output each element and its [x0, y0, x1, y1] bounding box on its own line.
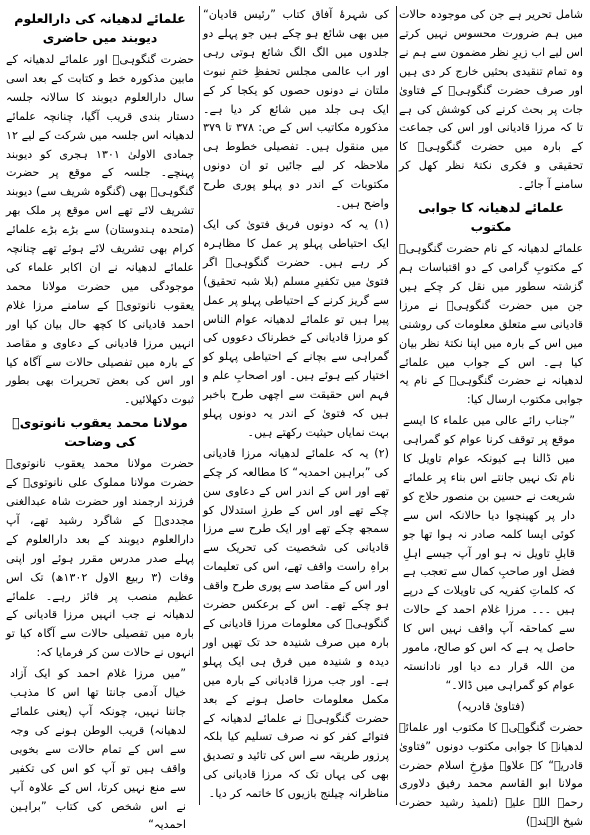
paragraph: حضرت مولانا محمد یعقوب نانوتویؒ حضرت مولانا مملوک علی نانوتویؒ کے فرزند ارجمند اور حضرت شاہ عبدالغنی مجددیؒ کے شاگرد رشید تھے، آپ دارالعلوم دیوبند کے بعد دارالعلوم کے پہلے صدر مدرس مقرر ہوئے اور اپنی وفات (۳ ربیع الاول ۱۳۰۲ھ) تک اس عظیم منصب پر فائز رہے۔ علمائے لدھیانہ نے جب انہیں مرزا قادیانی کے بارہ میں تفصیلی حالات سے آگاہ کیا تو انہوں نے حالات سن کر فرمایا کہ:: [6, 457, 194, 660]
column-divider: [199, 6, 200, 805]
block-quote: ”جناب رائے عالی میں علماء کا ایسے موقع پر توقف کرنا عوام کو گمراہی میں ڈالنا ہے کیونکہ عوام تاویل کا نام تک نہیں جانتے اس بناء پر علمائے شریعت نے حسین بن منصور حلاج کو دار پر کھینچوا دیا حالانکہ اس سے کوئی ایسا کلمہ صادر نہ ہوا تھا جو قابلِ تاویل نہ ہو اور آپ جیسے اہلِ فضل اور صاحبِ کمال سے تعجب ہے کہ کلماتِ کفریہ کی تاویلات کے درپے ہیں ۔۔۔ مرزا غلام احمد کے حالات سے کماحقہ آپ واقف نہیں اس کا حاصل یہ ہے کہ اس کو صالح، مامور من اللہ قرار دے دیا اور نادانستہ عوام کو گمراہی میں ڈالا۔“: [403, 414, 575, 692]
paragraph: حضرت گنگوہیؒ کا مکتوب اور علمائے لدھیانہ کا جوابی مکتوب دونوں ”فتاویٰ قادریہ“ کے علاوہ مؤرخِ اسلام حضرت مولانا ابو القاسم محمد رفیق دلاوری رحمۃ اللہ علیہ (تلمیذ رشید حضرت شیخ الہندؒ): [399, 720, 583, 829]
paragraph: علمائے لدھیانہ کے نام حضرت گنگوہیؒ کے مکتوبِ گرامی کے دو اقتباسات ہم گزشتہ سطور میں نقل کر چکے ہیں جن میں حضرت گنگوہیؒ نے مرزا قادیانی سے متعلق معلومات کی روشنی میں اس کے بارہ میں اپنا نکتۂ نظر بیان کیا ہے۔ اس کے جواب میں علمائے لدھیانہ نے حضرت گنگوہیؒ کے نام یہ جوابی مکتوب ارسال کیا:: [399, 242, 583, 407]
paragraph: کی شہرۂ آفاق کتاب ”رئیس قادیان“ میں بھی شائع ہو چکے ہیں جو پہلے دو جلدوں میں الگ الگ شائع ہوتی رہی اور اب عالمی مجلس تحفظِ ختمِ نبوت ملتان نے دونوں حصوں کو یکجا کر کے ایک ہی جلد میں شائع کر دیا ہے۔ مذکورہ مکاتیب اس کے ص: ۳۷۸ تا ۳۷۹ میں منقول ہیں۔ تفصیلی خطوط ہی ملاحظہ کر لیے جائیں تو ان دونوں مکتوبات کے اندر دو پہلو پوری طرح واضح ہیں۔: [203, 8, 389, 211]
paragraph: (۲) یہ کہ علمائے لدھیانہ مرزا قادیانی کی ”براہین احمدیہ“ کا مطالعہ کر چکے تھے اور اس کے اندر اس کے دعاوی سن چکے تھے اور اس کے طرزِ استدلال کو سمجھ چکے تھے اور ایک طرح سے مرزا قادیانی کی شخصیت کی تحریک سے براہِ راست واقف تھے، اس کی تعلیمات اور اس کے مقاصد سے پوری طرح واقف ہو چکے تھے۔ اس کے برعکس حضرت گنگوہیؒ کی معلومات مرزا قادیانی کے بارہ میں صرف شنیدہ حد تک تھیں اور دیدہ و شنیدہ میں فرق ہی ایک پہلو ہے۔ اور جب مرزا قادیانی کے بارہ میں مکمل معلومات حاصل ہونے کے بعد حضرت گنگوہیؒ نے علمائے لدھیانہ کے فتوائے کفر کو نہ صرف تسلیم کیا بلکہ پرزور طریقہ سے اس کی تائید و تصدیق بھی کی یہاں تک کہ مرزا قادیانی کی مناظرانہ چیلنج بازیوں کا خاتمہ کر دیا۔: [203, 446, 389, 801]
column-left: [6, 6, 194, 832]
paragraph: شامل تحریر ہے جن کی موجودہ حالات میں ہم ضرورت محسوس نہیں کرتے اس لیے اب زیرِ نظر مضمون سے ہم نے وہ تمام تنقیدی بحثیں خارج کر دی ہیں اور صرف حضرت گنگوہیؒ کے فتاویٰ جات پر بحث کرنے کی کوشش کی ہے تا کہ مرزا قادیانی اور اس کی جماعت کے بارہ میں حضرت گنگوہیؒ کا تحقیقی و فکری نکتۂ نظر کھل کر سامنے آ جائے۔: [399, 8, 583, 192]
section-heading: مولانا محمد یعقوب نانوتویؒ کی وضاحت: [12, 415, 188, 450]
column-middle: [203, 6, 389, 806]
paragraph: (۱) یہ کہ دونوں فریق فتویٰ کی ایک ایک احتیاطی پہلو پر عمل کا مظاہرہ کر رہے ہیں۔ حضرت گنگوہیؒ اگر فتویٰ میں تکفیرِ مسلم (بلا شبہ تحقیق) سے گریز کرنے کے احتیاطی پہلو پر عمل پیرا ہیں تو علمائے لدھیانہ عوام الناس کو مرزا قادیانی کے خطرناک دعووں کی گمراہی سے بچانے کے احتیاطی پہلو کو اختیار کیے ہوئے ہیں۔ اور اصحابِ علم و فہم اس حقیقت سے اچھی طرح باخبر ہیں کہ فتویٰ کے اندر یہ دونوں پہلو بہت نمایاں حیثیت رکھتے ہیں۔: [203, 217, 389, 439]
citation: (فتاویٰ قادریہ): [457, 699, 525, 713]
paragraph: حضرت گنگوہیؒ اور علمائے لدھیانہ کے مابین مذکورہ خط و کتابت کے بعد اسی سال دارالعلوم دیوبند کا سالانہ جلسہ دستار بندی قریب آگیا، چنانچہ علمائے لدھیانہ اس جلسہ میں شرکت کے لیے ۱۲ جمادی الاولیٰ ۱۳۰۱ ہجری کو دیوبند پہنچے۔ جلسہ کے موقع پر حضرت گنگوہیؒ بھی (گنگوہ شریف سے) دیوبند تشریف لائے تھے اس موقع پر ملک بھر (متحدہ ہندوستان) سے بڑے بڑے علمائے کرام بھی تشریف لائے ہوئے تھے چنانچہ علمائے لدھیانہ نے ان اکابر علماء کی موجودگی میں حضرت مولانا محمد یعقوب نانوتویؒ کے سامنے مرزا غلام احمد قادیانی کا کچھ حال بیان کیا اور انہیں مرزا قادیانی کے دعاوی و مقاصد کے بارہ میں تفصیلی حالات سے آگاہ کیا اور اس کی بعض تحریرات بھی بطور ثبوت دکھلائیں۔: [6, 53, 194, 407]
section-heading: علمائے لدھیانہ کا جوابی مکتوب: [418, 200, 564, 235]
block-quote: ”میں مرزا غلام احمد کو ایک آزاد خیال آدمی جانتا تھا اس کا مذہب جاننا نہیں، چونکہ آپ (یعنی علمائے لدھیانہ) قریب الوطن ہونے کی وجہ سے اس کے تمام حالات سے بخوبی واقف ہیں تو آپ کو اس کی تکفیر سے منع نہیں کرتا، اس کے علاوہ آپ نے اس شخص کی کتاب ”براہین احمدیہ“: [10, 667, 186, 832]
column-divider: [396, 6, 397, 805]
column-right: [399, 6, 583, 829]
section-heading: علمائے لدھیانہ کی دارالعلوم دیوبند میں حاضری: [14, 11, 186, 45]
